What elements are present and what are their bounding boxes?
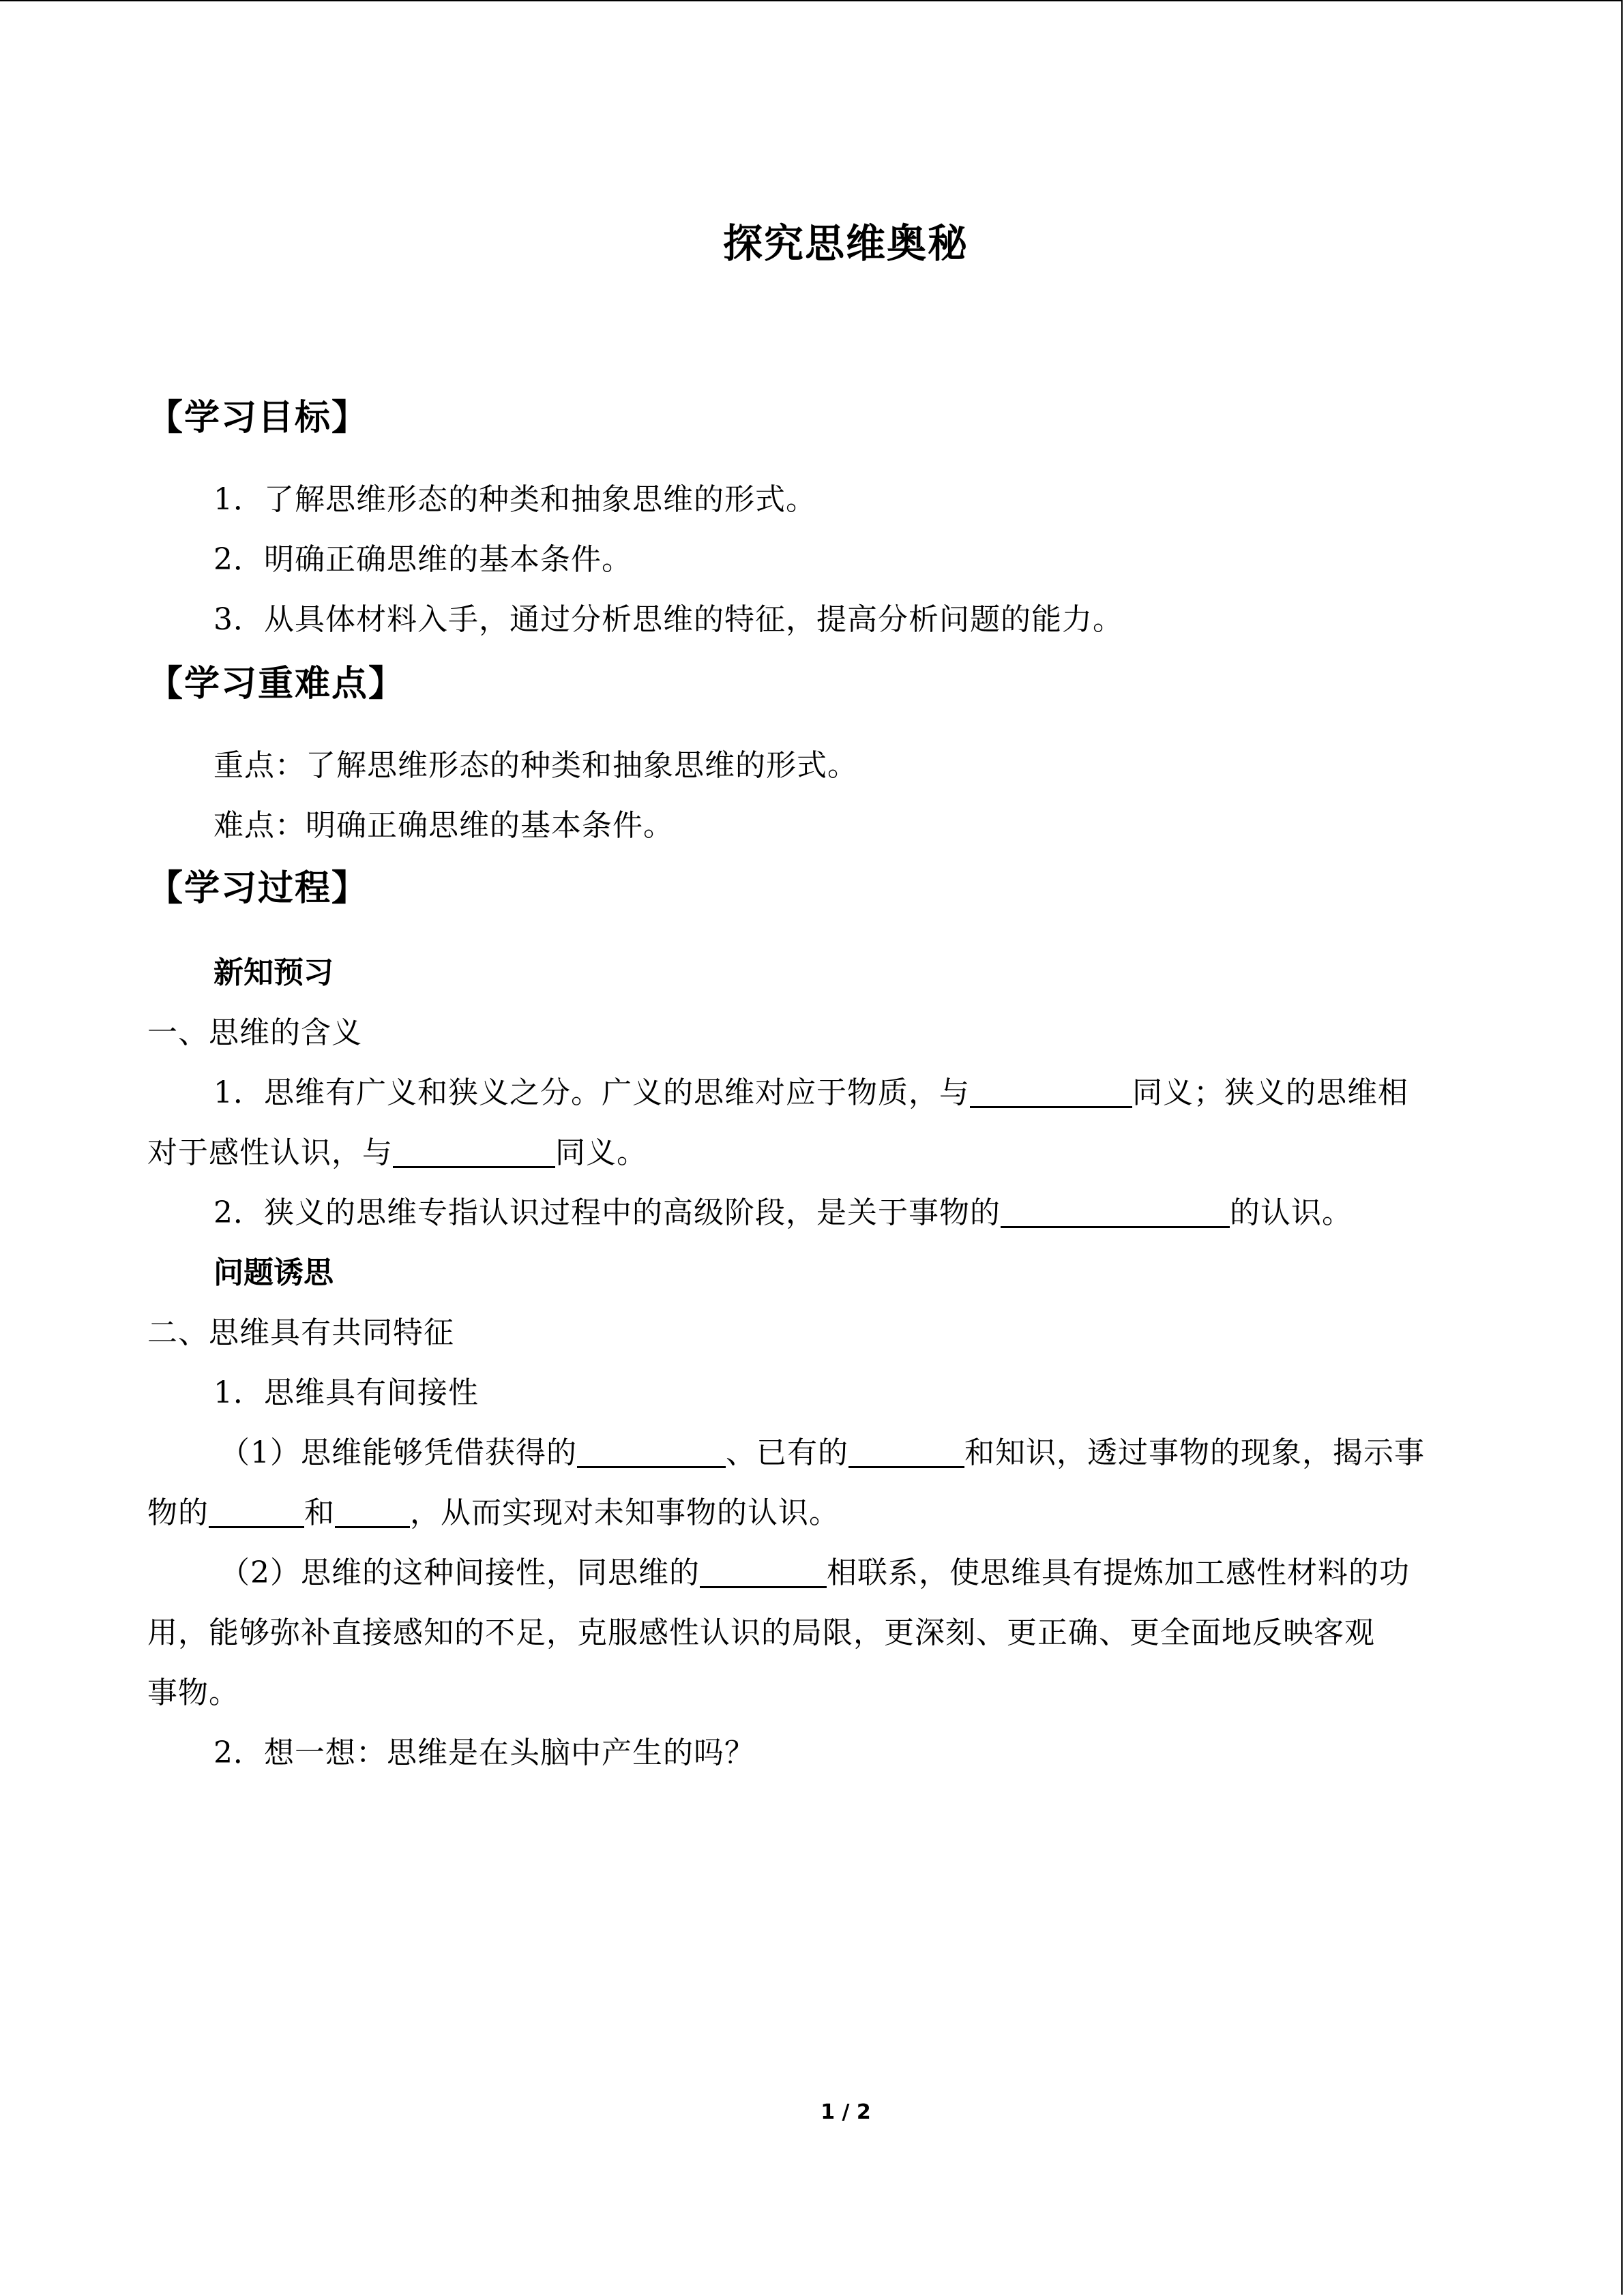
think-question: 2．想一想：思维是在头脑中产生的吗？	[213, 1735, 755, 1770]
goal-item-3: 3．从具体材料入手，通过分析思维的特征，提高分析问题的能力。	[213, 602, 1123, 637]
answer-blank[interactable]	[393, 1136, 555, 1168]
paragraph-2-text-a: （2）思维的这种间接性，同思维的	[220, 1555, 700, 1590]
difficult-point: 难点：明确正确思维的基本条件。	[213, 808, 674, 843]
question-2-text-b: 的认识。	[1230, 1195, 1353, 1230]
page-number: 1 / 2	[821, 2100, 871, 2124]
process-heading: 【学习过程】	[147, 868, 369, 909]
paragraph-1-line-2	[147, 1488, 840, 1532]
paragraph-1-line-1	[220, 1428, 1425, 1472]
paragraph-1-text-b: 、已有的	[726, 1435, 848, 1470]
key-points-heading: 【学习重难点】	[147, 664, 406, 704]
paragraph-1-text-a: （1）思维能够凭借获得的	[220, 1435, 577, 1470]
paragraph-1-text-c: 和知识，透过事物的现象，揭示事	[964, 1435, 1425, 1470]
answer-blank[interactable]	[848, 1436, 964, 1468]
paragraph-2-line-1	[220, 1548, 1410, 1592]
document-title: 探究思维奥秘	[722, 220, 969, 267]
answer-blank[interactable]	[970, 1076, 1132, 1108]
paragraph-2-line-2: 用，能够弥补直接感知的不足，克服感性认识的局限，更深刻、更正确、更全面地反映客观	[147, 1615, 1375, 1650]
answer-blank[interactable]	[577, 1436, 726, 1468]
part1-title: 一、思维的含义	[147, 1015, 362, 1050]
answer-blank[interactable]	[1001, 1196, 1230, 1228]
answer-blank[interactable]	[700, 1556, 827, 1588]
inquiry-label: 问题诱思	[213, 1255, 334, 1290]
question-1-text-c: 对于感性认识，与	[147, 1135, 393, 1170]
key-point: 重点：了解思维形态的种类和抽象思维的形式。	[213, 748, 858, 783]
goals-heading: 【学习目标】	[147, 398, 369, 438]
question-1-text-b: 同义；狭义的思维相	[1132, 1075, 1408, 1110]
question-2-line	[213, 1188, 1353, 1232]
paragraph-2-line-3: 事物。	[147, 1675, 239, 1710]
goal-item-2: 2．明确正确思维的基本条件。	[213, 542, 632, 577]
question-1-text-a: 1．思维有广义和狭义之分。广义的思维对应于物质，与	[213, 1075, 970, 1110]
question-1-line-1	[213, 1068, 1408, 1112]
question-2-text-a: 2．狭义的思维专指认识过程中的高级阶段，是关于事物的	[213, 1195, 1001, 1230]
answer-blank[interactable]	[335, 1496, 410, 1528]
goal-item-1: 1．了解思维形态的种类和抽象思维的形式。	[213, 482, 816, 517]
question-1-line-2	[147, 1128, 647, 1172]
question-1-text-d: 同义。	[555, 1135, 647, 1170]
paragraph-1-text-e: 和	[304, 1495, 335, 1530]
feature-1-title: 1．思维具有间接性	[213, 1375, 479, 1410]
part2-title: 二、思维具有共同特征	[147, 1315, 454, 1350]
preview-label: 新知预习	[213, 955, 334, 990]
answer-blank[interactable]	[209, 1496, 304, 1528]
paragraph-1-text-f: ，从而实现对未知事物的认识。	[410, 1495, 840, 1530]
paragraph-1-text-d: 物的	[147, 1495, 209, 1530]
paragraph-2-text-b: 相联系，使思维具有提炼加工感性材料的功	[827, 1555, 1410, 1590]
